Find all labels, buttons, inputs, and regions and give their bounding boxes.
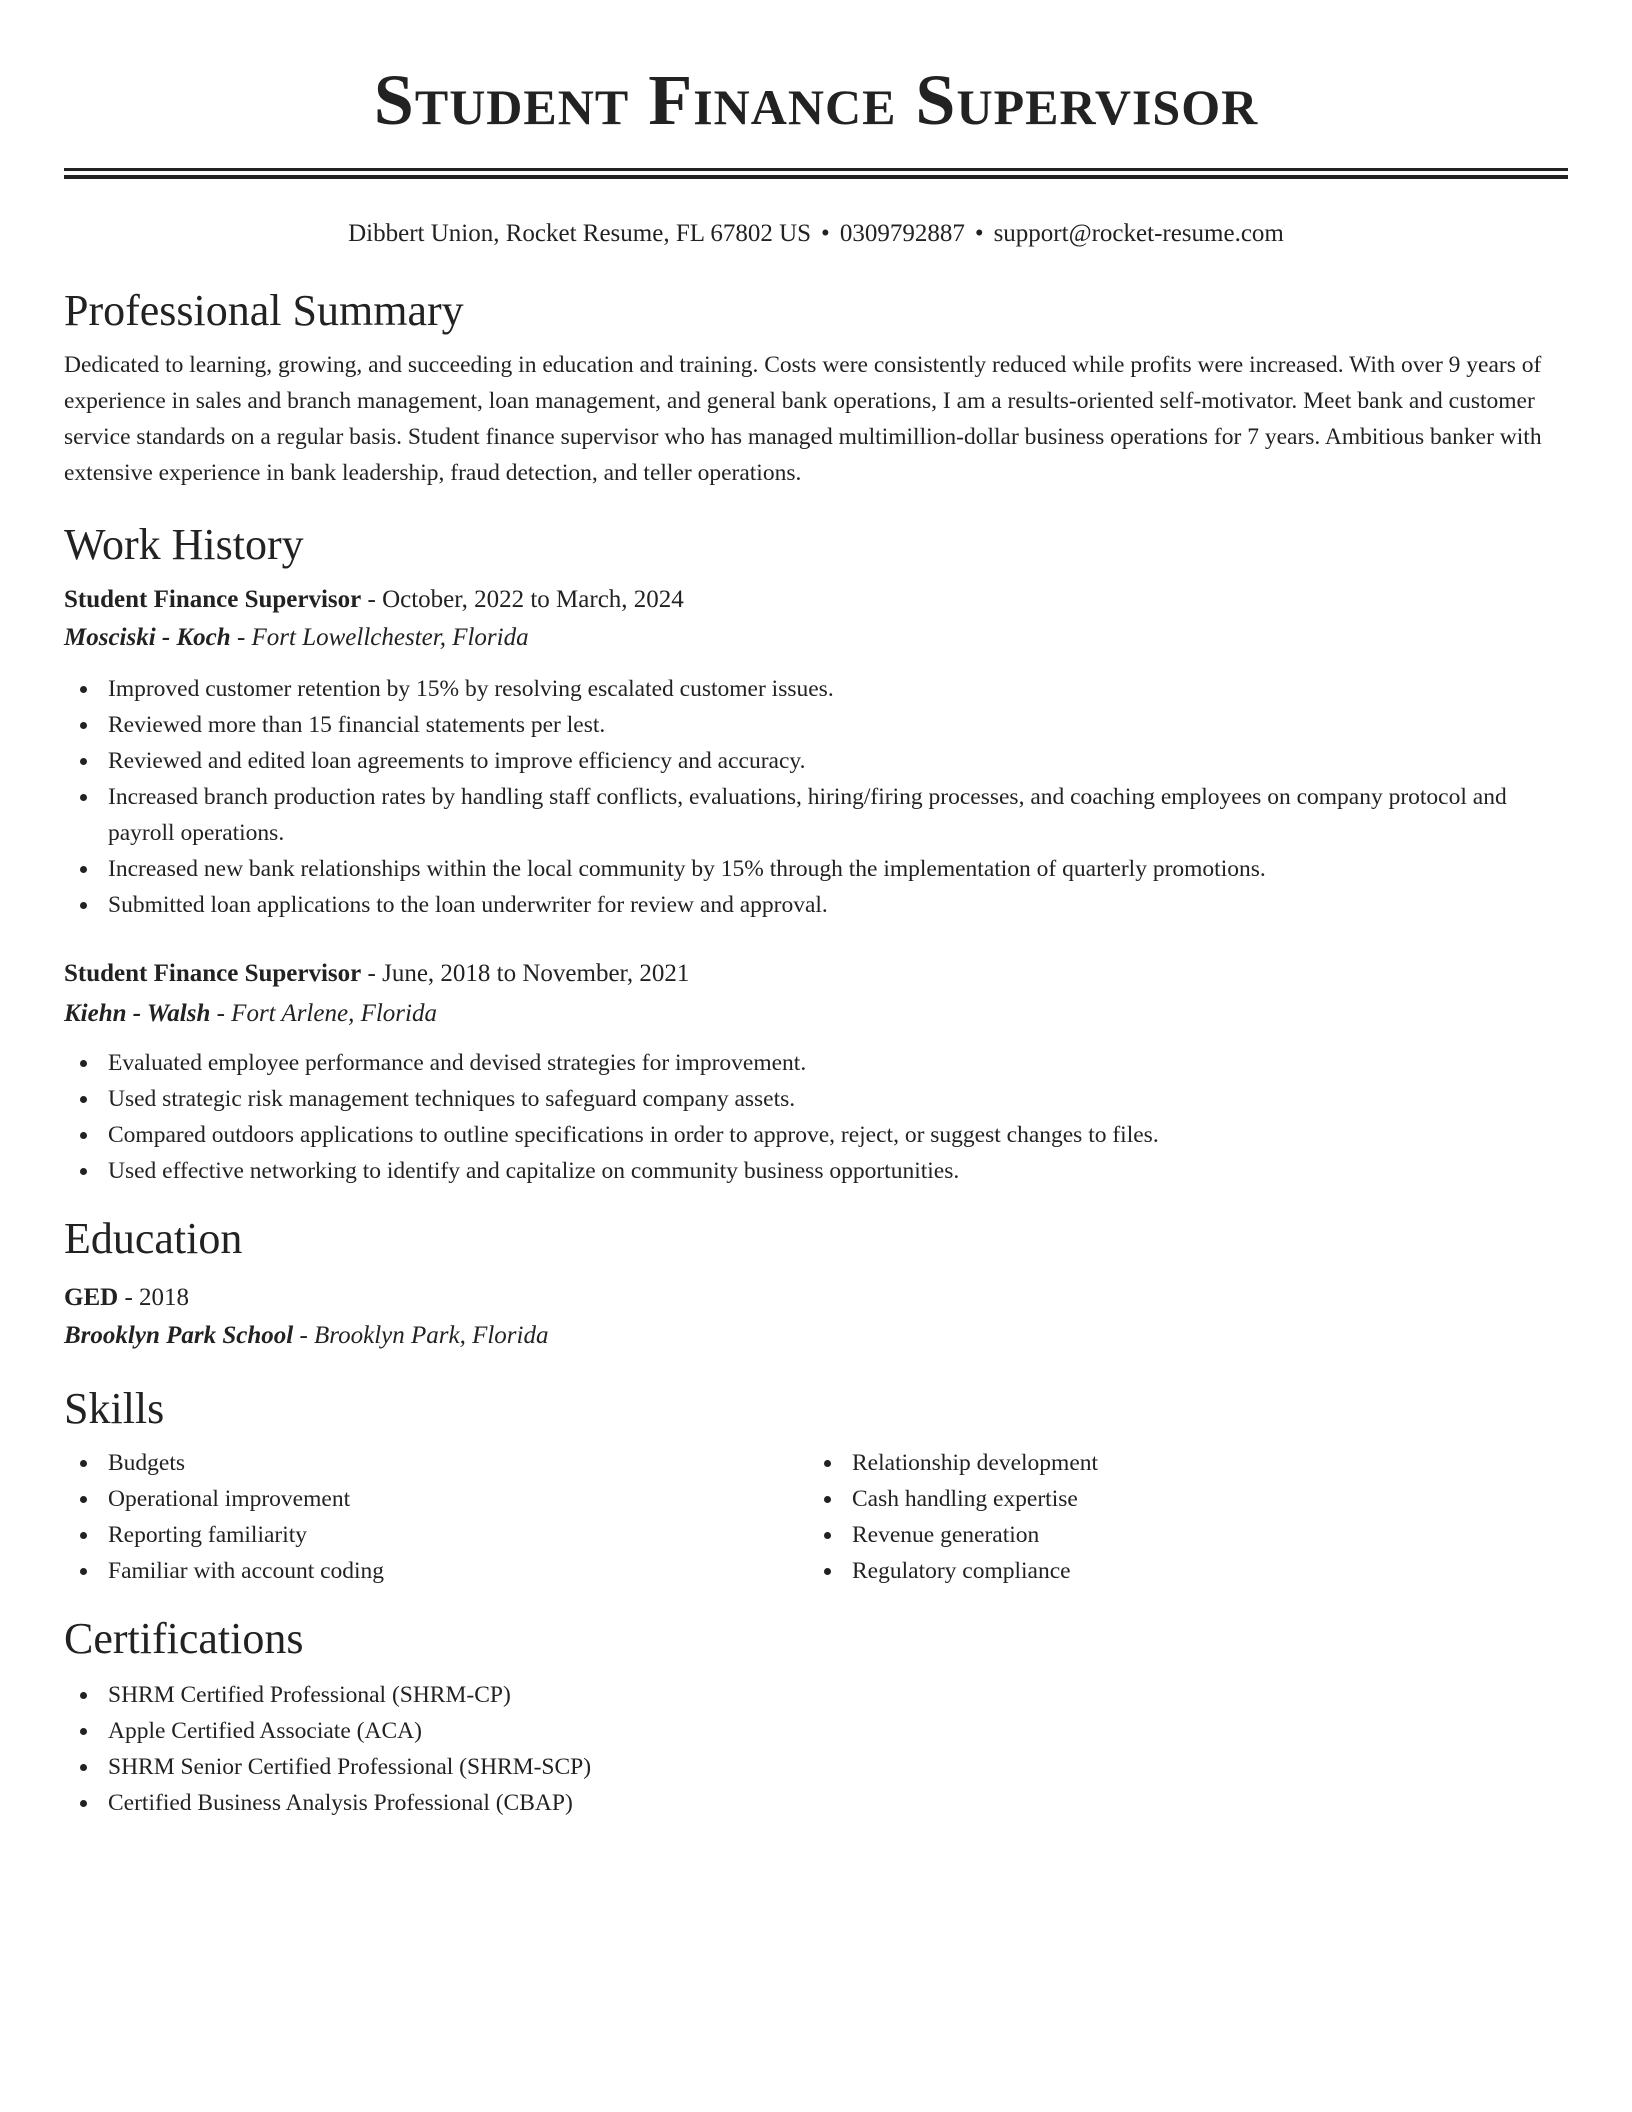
list-item: Improved customer retention by 15% by resolving escalated customer issues. bbox=[64, 671, 1568, 707]
job-location: - Fort Lowellchester, Florida bbox=[230, 624, 529, 651]
job-title-line bbox=[64, 581, 1568, 619]
job-entry bbox=[64, 955, 1568, 1189]
certifications-list bbox=[64, 1677, 1568, 1821]
job-location: - Fort Arlene, Florida bbox=[210, 1000, 437, 1027]
certifications-section bbox=[64, 1613, 1568, 1821]
education-heading: Education bbox=[64, 1214, 243, 1263]
summary-heading: Professional Summary bbox=[64, 286, 464, 335]
education-location: - Brooklyn Park, Florida bbox=[293, 1322, 549, 1349]
contact-address: Dibbert Union, Rocket Resume, FL 67802 US bbox=[348, 220, 812, 247]
contact-phone: 0309792887 bbox=[839, 220, 965, 247]
skills-section bbox=[64, 1383, 1568, 1589]
job-title: Student Finance Supervisor bbox=[64, 586, 362, 613]
list-item: Cash handling expertise bbox=[808, 1481, 1552, 1517]
list-item: Evaluated employee performance and devised strategies for improvement. bbox=[64, 1045, 1568, 1081]
job-bullets bbox=[64, 671, 1568, 923]
job-dates: - June, 2018 to November, 2021 bbox=[361, 960, 690, 987]
job-company-line bbox=[64, 619, 1568, 657]
job-dates: - October, 2022 to March, 2024 bbox=[361, 586, 684, 613]
job-entry bbox=[64, 581, 1568, 923]
education-degree-line bbox=[64, 1279, 1568, 1317]
list-item: SHRM Senior Certified Professional (SHRM-SCP) bbox=[64, 1749, 1568, 1785]
list-item: Increased new bank relationships within the local community by 15% through the implementation of quarterly promotions. bbox=[64, 851, 1568, 887]
list-item: Regulatory compliance bbox=[808, 1553, 1552, 1589]
job-bullets bbox=[64, 1045, 1568, 1189]
header-divider bbox=[64, 168, 1568, 179]
list-item: Reviewed more than 15 financial statements per lest. bbox=[64, 707, 1568, 743]
job-company: Kiehn - Walsh bbox=[64, 1000, 211, 1027]
skills-left-column bbox=[64, 1445, 808, 1589]
list-item: Certified Business Analysis Professional (CBAP) bbox=[64, 1785, 1568, 1821]
skills-heading: Skills bbox=[64, 1384, 165, 1433]
contact-line bbox=[64, 217, 1568, 251]
work-history-heading: Work History bbox=[64, 520, 304, 569]
list-item: Revenue generation bbox=[808, 1517, 1552, 1553]
list-item: Used strategic risk management techniques to safeguard company assets. bbox=[64, 1081, 1568, 1117]
summary-section bbox=[64, 285, 1568, 491]
contact-separator: • bbox=[974, 220, 984, 247]
list-item: Submitted loan applications to the loan underwriter for review and approval. bbox=[64, 887, 1568, 923]
list-item: Budgets bbox=[64, 1445, 808, 1481]
education-section bbox=[64, 1213, 1568, 1355]
education-school: Brooklyn Park School bbox=[64, 1322, 294, 1349]
contact-separator: • bbox=[821, 220, 830, 247]
education-degree: GED bbox=[64, 1284, 119, 1311]
skills-right-column bbox=[808, 1445, 1552, 1589]
resume-name: Student Finance Supervisor bbox=[373, 60, 1259, 140]
education-school-line bbox=[64, 1317, 1568, 1355]
list-item: Operational improvement bbox=[64, 1481, 808, 1517]
skills-grid bbox=[64, 1445, 1568, 1589]
list-item: Reporting familiarity bbox=[64, 1517, 808, 1553]
job-company: Mosciski - Koch bbox=[64, 624, 231, 651]
job-title: Student Finance Supervisor bbox=[64, 960, 362, 987]
certifications-heading: Certifications bbox=[64, 1614, 304, 1663]
list-item: Familiar with account coding bbox=[64, 1553, 808, 1589]
list-item: Reviewed and edited loan agreements to improve efficiency and accuracy. bbox=[64, 743, 1568, 779]
contact-email: support@rocket-resume.com bbox=[993, 220, 1284, 247]
job-company-line bbox=[64, 995, 1568, 1033]
list-item: Used effective networking to identify and capitalize on community business opportunities. bbox=[64, 1153, 1568, 1189]
education-year: - 2018 bbox=[118, 1284, 190, 1311]
list-item: Apple Certified Associate (ACA) bbox=[64, 1713, 1568, 1749]
summary-text: Dedicated to learning, growing, and succeeding in education and training. Costs were consistently reduced while profits were increased. With over 9 years of experience in sales and branch management, loan management, and general bank operations, I am a results-oriented self-motivator. Meet bank and customer service standards on a regular basis. Student finance supervisor who has managed multimillion-dollar business operations for 7 years. Ambitious banker with extensive experience in bank leadership, fraud detection, and teller operations. bbox=[64, 352, 1542, 486]
list-item: Compared outdoors applications to outline specifications in order to approve, reject, or suggest changes to files. bbox=[64, 1117, 1568, 1153]
list-item: Increased branch production rates by handling staff conflicts, evaluations, hiring/firing processes, and coaching employees on company protocol and payroll operations. bbox=[64, 779, 1568, 851]
work-history-section bbox=[64, 519, 1568, 1189]
list-item: SHRM Certified Professional (SHRM-CP) bbox=[64, 1677, 1568, 1713]
list-item: Relationship development bbox=[808, 1445, 1552, 1481]
job-title-line bbox=[64, 955, 1568, 993]
